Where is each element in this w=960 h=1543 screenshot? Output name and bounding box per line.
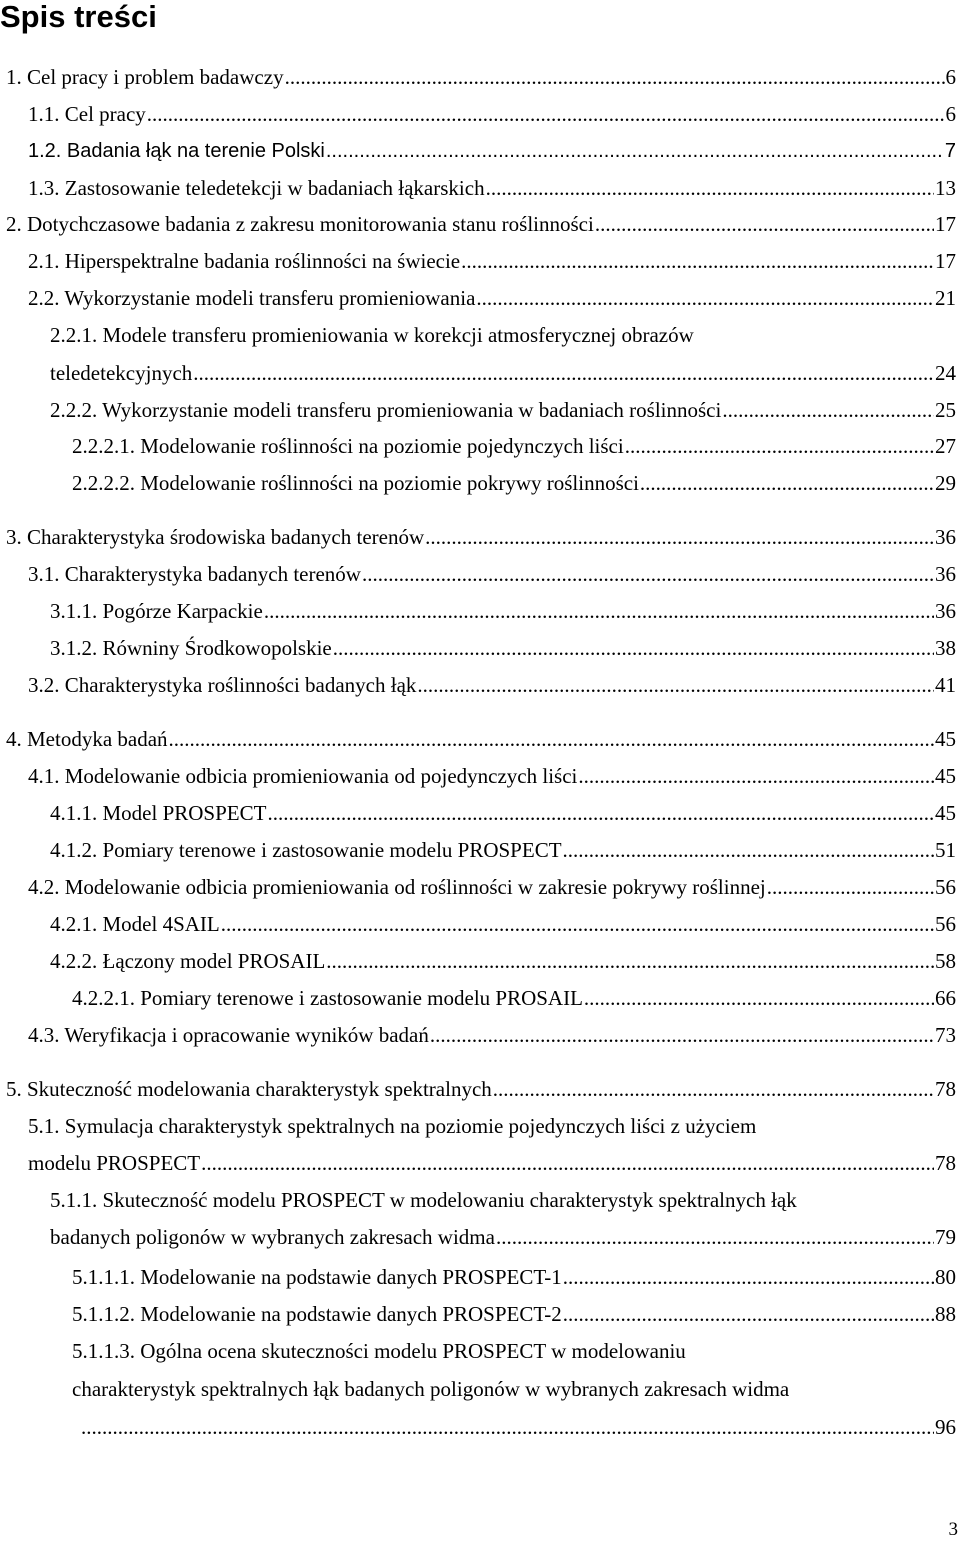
toc-entry-title: 2.2.2.2. Modelowanie roślinności na poziomie pokrywy roślinności: [72, 471, 639, 495]
toc-entry-page: 79: [935, 1225, 956, 1249]
toc-entry: [72, 985, 956, 1011]
toc-entry-page: 56: [935, 912, 956, 936]
toc-entry-page: 88: [935, 1302, 956, 1326]
toc-entry-page: 25: [935, 398, 956, 422]
toc-entry-page: 27: [935, 434, 956, 458]
toc-entry-page: 73: [935, 1023, 956, 1047]
page-title: Spis treści: [0, 0, 157, 34]
toc-entry-title: 2. Dotychczasowe badania z zakresu monitorowania stanu roślinności: [6, 212, 594, 236]
toc-entry: [50, 911, 956, 937]
toc-entry-page: 45: [935, 727, 956, 751]
toc-entry: [28, 248, 956, 274]
toc-entry-page: 78: [935, 1151, 956, 1175]
toc-entry-page: 7: [944, 140, 956, 162]
toc-entry: [50, 1224, 956, 1250]
toc-entry-page: 41: [935, 673, 956, 697]
toc-entry-title: 5.1.1.1. Modelowanie na podstawie danych PROSPECT-1: [72, 1265, 562, 1289]
toc-entry: [28, 763, 956, 789]
toc-entry-title: 5.1.1.2. Modelowanie na podstawie danych PROSPECT-2: [72, 1302, 562, 1326]
toc-entry: [50, 635, 956, 661]
toc-entry-title: 3.1.2. Równiny Środkowopolskie: [50, 636, 332, 660]
page-number: 3: [948, 1519, 958, 1540]
toc-entry-page: 17: [935, 249, 956, 273]
toc-entry: [28, 561, 956, 587]
toc-entry-page: 51: [935, 838, 956, 862]
toc-entry-page: 80: [935, 1265, 956, 1289]
toc-entry-page: 58: [935, 949, 956, 973]
toc-entry-page: 78: [935, 1077, 956, 1101]
toc-entry-title: 4.3. Weryfikacja i opracowanie wyników badań: [28, 1023, 429, 1047]
toc-entry-page: 56: [935, 875, 956, 899]
toc-entry-page: 96: [935, 1415, 956, 1439]
toc-entry-title: 4.1. Modelowanie odbicia promieniowania od pojedynczych liści: [28, 764, 578, 788]
toc-entry-title-continued: charakterystyk spektralnych łąk badanych poligonów w wybranych zakresach widma: [72, 1377, 790, 1401]
toc-entry-page: 66: [935, 986, 956, 1010]
toc-entry: [6, 1076, 956, 1102]
toc-entry: [6, 64, 956, 90]
toc-entry: [72, 1301, 956, 1327]
toc-entry-title: 2.2.2.1. Modelowanie roślinności na poziomie pojedynczych liści: [72, 434, 624, 458]
toc-entry: [28, 1150, 956, 1176]
toc-entry-title: 4.1.1. Model PROSPECT: [50, 801, 267, 825]
toc-entry-title: 2.2. Wykorzystanie modeli transferu promieniowania: [28, 286, 476, 310]
toc-entry-title-continued: teledetekcyjnych: [50, 361, 193, 385]
toc-entry-title: 5.1.1.3. Ogólna ocena skuteczności modelu PROSPECT w modelowaniu: [72, 1339, 686, 1363]
toc-entry-title: 1.3. Zastosowanie teledetekcji w badaniach łąkarskich: [28, 176, 485, 200]
toc-entry: [50, 360, 956, 386]
toc-entry-title-continued: badanych poligonów w wybranych zakresach widma: [50, 1225, 495, 1249]
toc-entry-title: 1.1. Cel pracy: [28, 102, 146, 126]
toc-entry-title: 4.2.2. Łączony model PROSAIL: [50, 949, 326, 973]
toc-entry-page: 24: [935, 361, 956, 385]
toc-entry-title: 3. Charakterystyka środowiska badanych terenów: [6, 525, 425, 549]
toc-entry-title: 4.2. Modelowanie odbicia promieniowania od roślinności w zakresie pokrywy roślinnej: [28, 875, 766, 899]
toc-entry-title: 5. Skuteczność modelowania charakterystyk spektralnych: [6, 1077, 492, 1101]
toc-entry-page: 13: [935, 176, 956, 200]
toc-entry-title: 2.2.2. Wykorzystanie modeli transferu promieniowania w badaniach roślinności: [50, 398, 722, 422]
toc-entry: [72, 1264, 956, 1290]
toc-entry-page: 17: [935, 212, 956, 236]
toc-entry-title: 2.1. Hiperspektralne badania roślinności na świecie: [28, 249, 461, 273]
toc-entry-title: 4.2.2.1. Pomiary terenowe i zastosowanie modelu PROSAIL: [72, 986, 583, 1010]
toc-entry-page: 38: [935, 636, 956, 660]
toc-entry: [50, 397, 956, 423]
toc-entry: [6, 726, 956, 752]
toc-entry-title: 1. Cel pracy i problem badawczy: [6, 65, 284, 89]
toc-entry: [72, 433, 956, 459]
toc-entry-page: 36: [935, 599, 956, 623]
toc-entry: [28, 285, 956, 311]
toc-entry-title: 3.1. Charakterystyka badanych terenów: [28, 562, 361, 586]
toc-entry: [28, 175, 956, 201]
toc-entry-title-continued: modelu PROSPECT: [28, 1151, 201, 1175]
toc-entry-title: 3.1.1. Pogórze Karpackie: [50, 599, 263, 623]
toc-entry-page: 45: [935, 764, 956, 788]
toc-entry-page: 36: [935, 562, 956, 586]
toc-entry-page: 6: [945, 65, 956, 89]
toc-entry: [28, 874, 956, 900]
toc-entry-page: 29: [935, 471, 956, 495]
toc-entry-page: 36: [935, 525, 956, 549]
toc-entry-title: 3.2. Charakterystyka roślinności badanych łąk: [28, 673, 417, 697]
toc-entry: [50, 800, 956, 826]
toc-entry-title: 4.1.2. Pomiary terenowe i zastosowanie modelu PROSPECT: [50, 838, 562, 862]
toc-entry-page: 21: [935, 286, 956, 310]
toc-entry: [80, 1414, 956, 1440]
toc-entry-title: 5.1.1. Skuteczność modelu PROSPECT w modelowaniu charakterystyk spektralnych łąk: [50, 1188, 797, 1212]
toc-entry: [6, 524, 956, 550]
toc-entry: [28, 101, 956, 127]
toc-entry-title: 4.2.1. Model 4SAIL: [50, 912, 220, 936]
toc-entry: [28, 138, 956, 164]
toc-entry: [28, 1022, 956, 1048]
toc-entry-title: 4. Metodyka badań: [6, 727, 168, 751]
toc-entry: [50, 837, 956, 863]
toc-entry-title: 5.1. Symulacja charakterystyk spektralnych na poziomie pojedynczych liści z użyciem: [28, 1114, 757, 1138]
toc-entry-title: 1.2. Badania łąk na terenie Polski: [28, 140, 325, 162]
toc-entry: [72, 470, 956, 496]
toc-entry: [28, 672, 956, 698]
toc-entry-title: 2.2.1. Modele transferu promieniowania w korekcji atmosferycznej obrazów: [50, 323, 694, 347]
toc-entry-page: 6: [945, 102, 956, 126]
toc-entry: [50, 598, 956, 624]
toc-entry-page: 45: [935, 801, 956, 825]
toc-entry: [50, 948, 956, 974]
toc-entry: [6, 211, 956, 237]
